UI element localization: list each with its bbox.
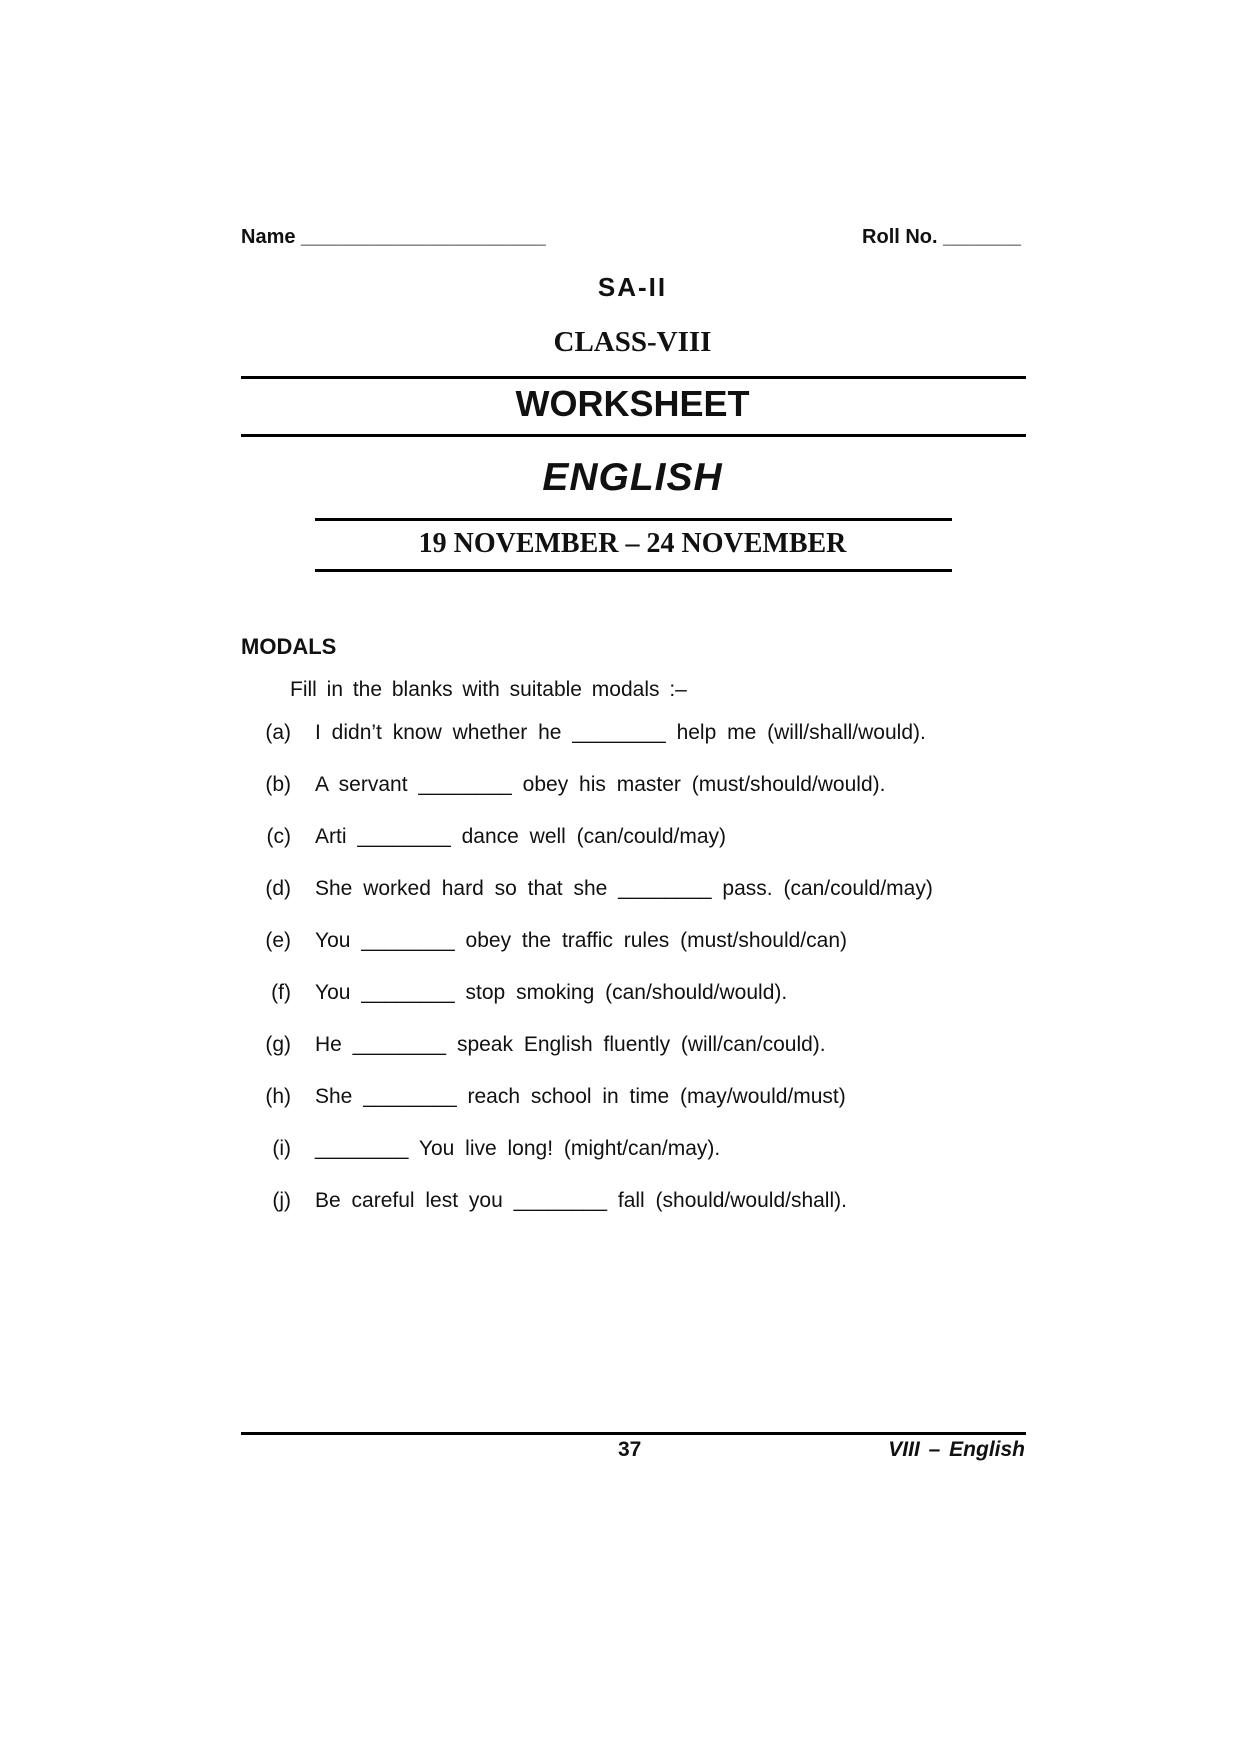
subject-title: ENGLISH <box>542 456 723 499</box>
footer-class-subject: VIII – English <box>888 1438 1025 1461</box>
exam-title: SA-II <box>597 272 668 302</box>
roll-number-field-label: Roll No. _______ <box>862 226 1021 248</box>
question-text: ________ You live long! (might/can/may). <box>315 1137 721 1160</box>
question-label: (i) <box>272 1137 291 1160</box>
question-label: (g) <box>265 1033 291 1056</box>
footer-divider <box>241 1432 1026 1435</box>
question-label: (d) <box>265 877 291 900</box>
question-text: You ________ stop smoking (can/should/would). <box>315 981 788 1004</box>
question-text: She ________ reach school in time (may/would/must) <box>315 1085 846 1108</box>
divider-middle <box>241 434 1026 437</box>
class-title: CLASS-VIII <box>553 326 712 358</box>
question-label: (b) <box>265 773 291 796</box>
dates-rule-bottom <box>315 569 952 572</box>
question-label: (f) <box>271 981 291 1004</box>
question-label: (a) <box>265 721 291 744</box>
question-text: He ________ speak English fluently (will/can/could). <box>315 1033 826 1056</box>
question-text: Arti ________ dance well (can/could/may) <box>315 825 727 848</box>
worksheet-title: WORKSHEET <box>515 383 750 424</box>
question-text: You ________ obey the traffic rules (must/should/can) <box>315 929 847 952</box>
question-text: I didn’t know whether he ________ help me (will/shall/would). <box>315 721 926 744</box>
dates-rule-top <box>315 518 952 521</box>
instruction-text: Fill in the blanks with suitable modals :– <box>290 678 687 701</box>
question-label: (j) <box>272 1189 291 1212</box>
section-title: MODALS <box>241 634 337 659</box>
question-label: (c) <box>266 825 291 848</box>
question-text: A servant ________ obey his master (must/should/would). <box>315 773 886 796</box>
date-range: 19 NOVEMBER – 24 NOVEMBER <box>418 528 847 559</box>
question-text: Be careful lest you ________ fall (should/would/shall). <box>315 1189 847 1212</box>
divider-top <box>241 376 1026 379</box>
question-text: She worked hard so that she ________ pass. (can/could/may) <box>315 877 933 900</box>
name-field-label: Name ______________________ <box>241 226 546 248</box>
question-label: (e) <box>265 929 291 952</box>
page-number: 37 <box>618 1438 642 1461</box>
question-label: (h) <box>265 1085 291 1108</box>
